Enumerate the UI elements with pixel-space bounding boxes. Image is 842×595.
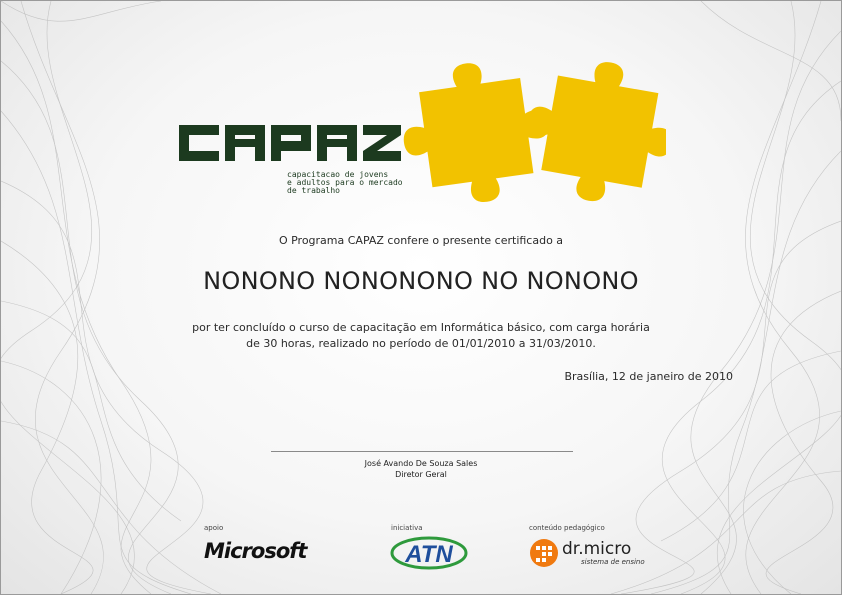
recipient-name: NONONO NONONONO NO NONONO (203, 267, 639, 295)
place-date: Brasília, 12 de janeiro de 2010 (564, 370, 733, 383)
atn-logo (389, 534, 469, 570)
microsoft-logo: Microsoft (204, 539, 307, 563)
signer-name: José Avando De Souza Sales (364, 459, 478, 468)
certificate-intro: O Programa CAPAZ confere o presente certificado a (278, 234, 564, 247)
certificate-body-line-1: por ter concluído o curso de capacitação em Informática básico, com carga horária (192, 321, 650, 334)
capaz-wordmark-logo (179, 119, 401, 167)
logo-tagline: capacitacao de jovens e adultos para o mercado de trabalho (287, 170, 403, 195)
signer-title: Diretor Geral (395, 470, 447, 479)
atn-logo-text: ATN (405, 541, 453, 568)
drmicro-subtitle: sistema de ensino (581, 558, 645, 566)
signer-block (1, 458, 841, 480)
signature-line (271, 451, 573, 452)
initiative-label: iniciativa (391, 524, 423, 532)
support-label: apoio (204, 524, 224, 532)
puzzle-pieces-icon (401, 59, 666, 211)
certificate-body (101, 320, 741, 352)
certificate-body-line-2: de 30 horas, realizado no período de 01/01/2010 a 31/03/2010. (246, 337, 596, 350)
drmicro-name: dr.micro (562, 539, 632, 559)
content-label: conteúdo pedagógico (529, 524, 605, 532)
drmicro-icon (529, 538, 559, 568)
